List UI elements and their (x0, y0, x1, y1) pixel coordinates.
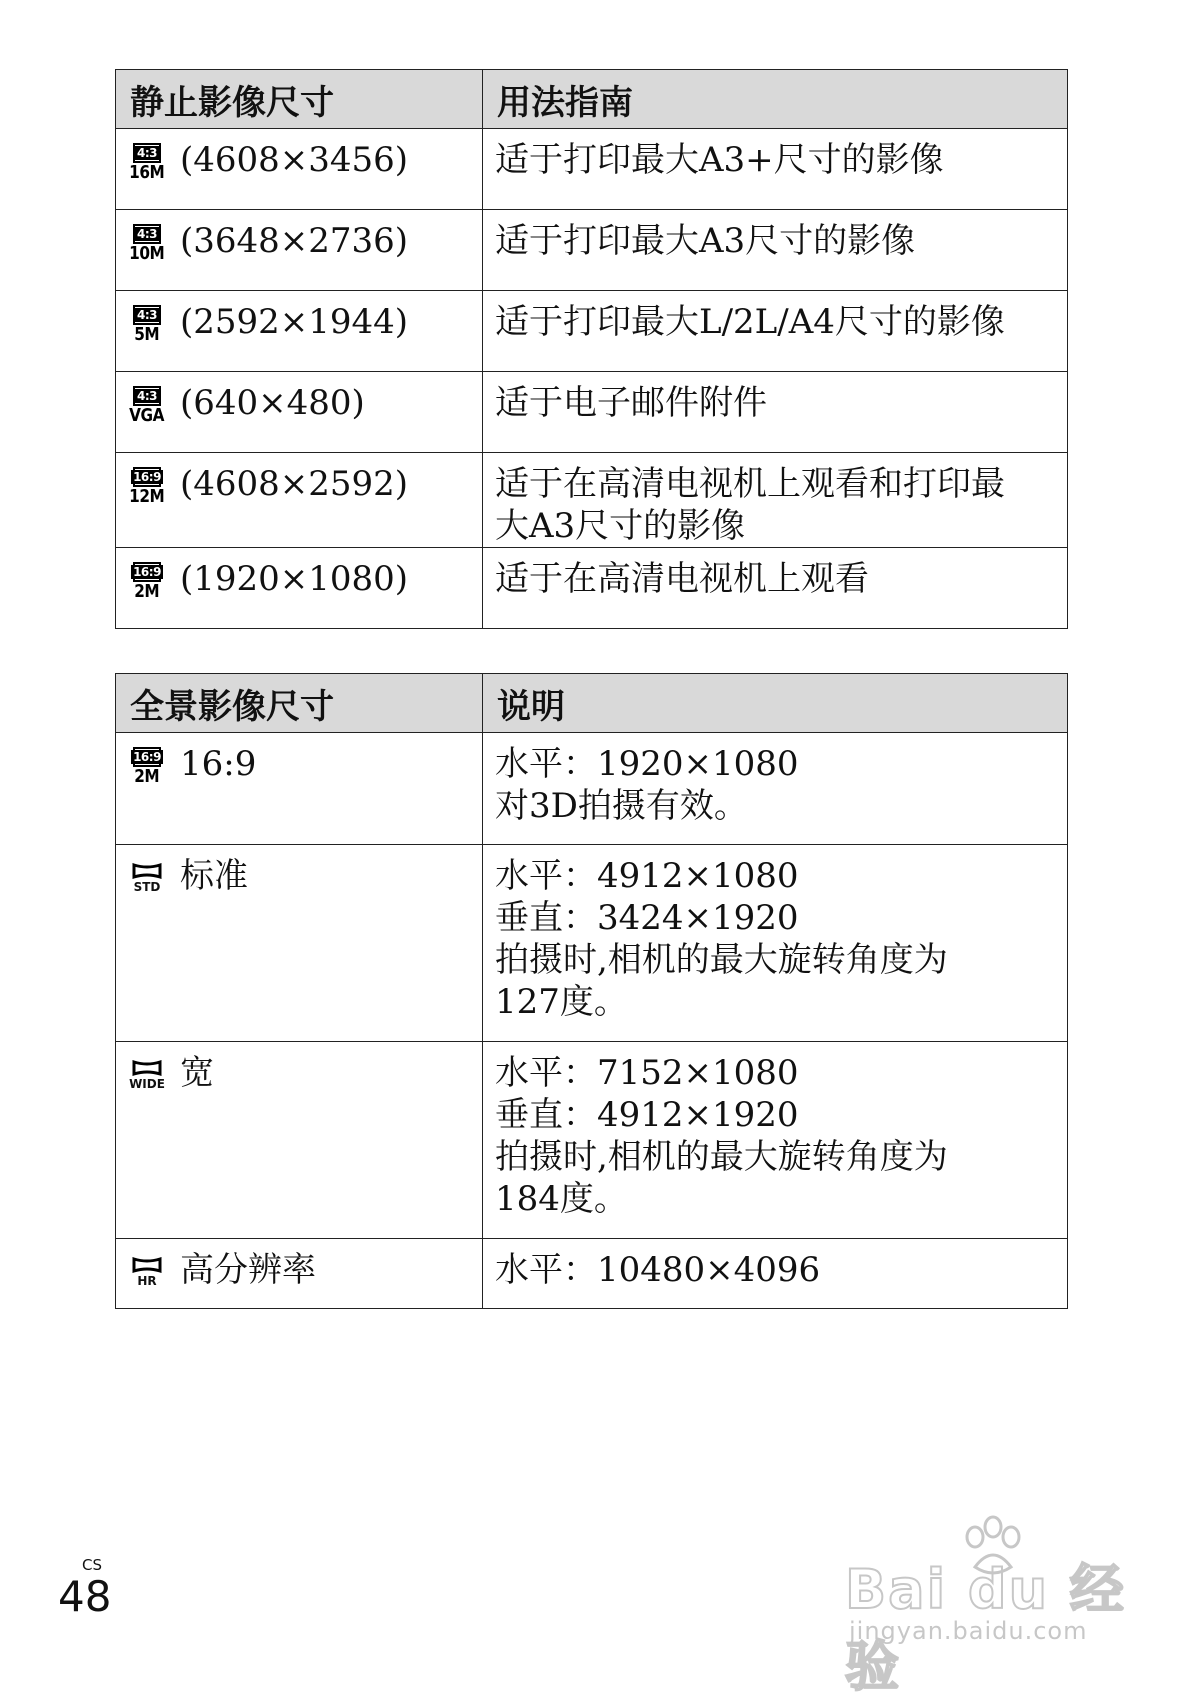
usage-text: 适于在高清电视机上观看 (483, 548, 1068, 629)
panorama-wide-icon: WIDE (128, 1060, 166, 1091)
image-size: (640×480) (180, 383, 365, 423)
aspect-4-3-vga-icon: 4:3 VGA (128, 386, 166, 426)
table-row (116, 372, 1068, 453)
table-row (116, 453, 1068, 548)
image-size: (1920×1080) (180, 559, 409, 599)
panorama-size-table (115, 673, 1068, 1309)
table-row (116, 733, 1068, 845)
table-row (116, 1239, 1068, 1309)
aspect-4-3-5m-icon: 4:3 5M (128, 305, 166, 345)
pano-desc-header: 说明 (483, 674, 1068, 733)
table-row (116, 291, 1068, 372)
usage-text: 适于打印最大L/2L/A4尺寸的影像 (483, 291, 1068, 372)
image-size: (3648×2736) (180, 221, 409, 261)
usage-text: 适于在高清电视机上观看和打印最 大A3尺寸的影像 (483, 453, 1068, 548)
watermark-brand: Bai du 经验 (845, 1558, 1126, 1698)
panorama-size: 标准 (180, 856, 248, 896)
description-text: 水平：4912×1080 垂直：3424×1920 拍摄时,相机的最大旋转角度为 127度。 (483, 845, 1068, 1042)
table-row (116, 210, 1068, 291)
pano-size-header: 全景影像尺寸 (116, 674, 483, 733)
page-number: 48 (58, 1572, 112, 1621)
table-row (116, 845, 1068, 1042)
aspect-4-3-16m-icon: 4:3 16M (128, 143, 166, 183)
panorama-size: 宽 (180, 1053, 214, 1093)
table-row (116, 548, 1068, 629)
panorama-hr-icon: HR (128, 1257, 166, 1288)
description-text: 水平：7152×1080 垂直：4912×1920 拍摄时,相机的最大旋转角度为 184度。 (483, 1042, 1068, 1239)
still-image-size-table (115, 69, 1068, 629)
image-size: (2592×1944) (180, 302, 409, 342)
aspect-16-9-2m-icon: 16:9 2M (128, 562, 166, 602)
table-row (116, 129, 1068, 210)
image-size: (4608×3456) (180, 140, 409, 180)
baidu-watermark (845, 1515, 1145, 1698)
aspect-4-3-10m-icon: 4:3 10M (128, 224, 166, 264)
page-language-code: CS (82, 1556, 102, 1574)
panorama-std-icon: STD (128, 863, 166, 894)
description-text: 水平：1920×1080 对3D拍摄有效。 (483, 733, 1068, 845)
usage-text: 适于电子邮件附件 (483, 372, 1068, 453)
panorama-size: 16:9 (180, 744, 257, 784)
usage-text: 适于打印最大A3+尺寸的影像 (483, 129, 1068, 210)
aspect-16-9-2m-icon: 16:9 2M (128, 747, 166, 787)
watermark-url: jingyan.baidu.com (849, 1617, 1088, 1645)
panorama-size: 高分辨率 (180, 1250, 316, 1290)
still-usage-header: 用法指南 (483, 70, 1068, 129)
still-size-header: 静止影像尺寸 (116, 70, 483, 129)
description-text: 水平：10480×4096 (483, 1239, 1068, 1309)
table-row (116, 1042, 1068, 1239)
aspect-16-9-12m-icon: 16:9 12M (128, 467, 166, 507)
image-size: (4608×2592) (180, 464, 409, 504)
usage-text: 适于打印最大A3尺寸的影像 (483, 210, 1068, 291)
